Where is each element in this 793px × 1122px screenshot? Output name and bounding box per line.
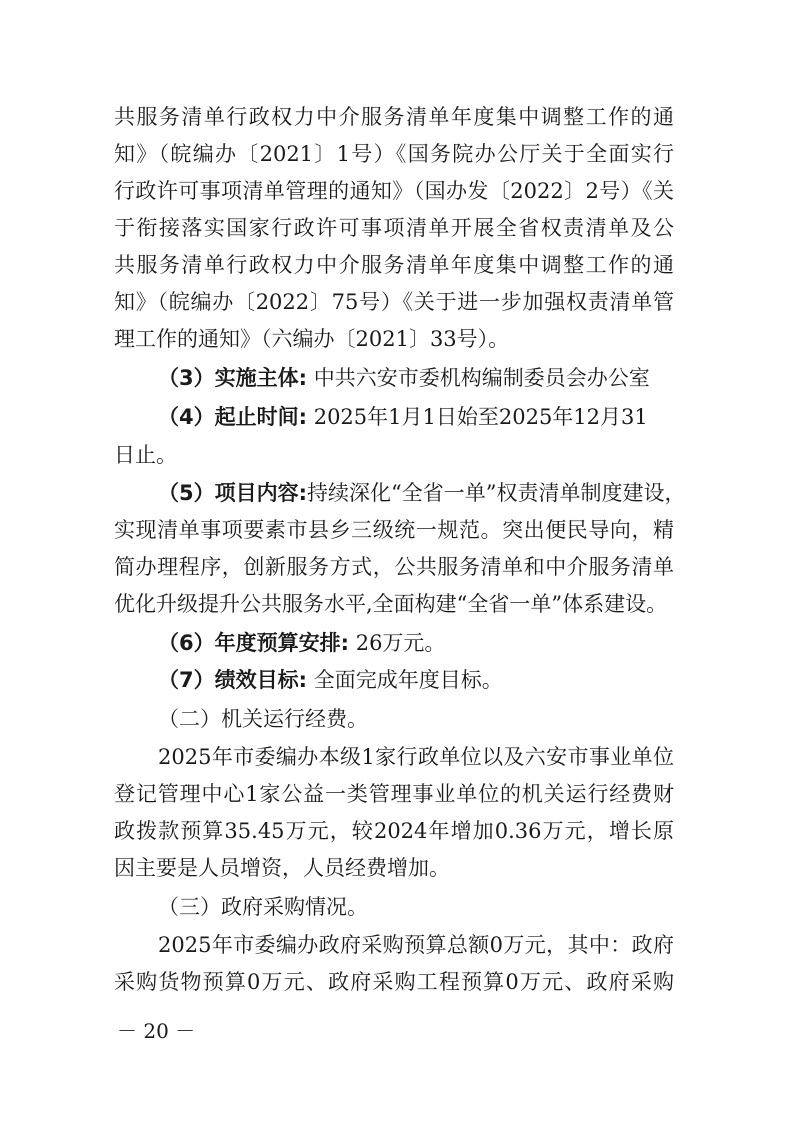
content-value: 持续深化“全省一单”权责清单制度建设， — [307, 481, 686, 505]
goal-value: 全面完成年度目标。 — [313, 668, 503, 692]
section2-line-1: 2025年市委编办本级1家行政单位以及六安市事业单位 — [158, 745, 674, 769]
body-line-4: 于衔接落实国家行政许可事项清单开展全省权责清单及公 — [114, 216, 674, 240]
body-line-3: 行政许可事项清单管理的通知》（国办发〔2022〕2号）《关 — [114, 179, 674, 203]
section3-line-2: 采购货物预算0万元、政府采购工程预算0万元、政府采购 — [114, 970, 674, 994]
section2-line-3: 政拨款预算35.45万元，较2024年增加0.36万元，增长原 — [114, 819, 674, 843]
period-value: 2025年1月1日始至2025年12月31 — [313, 405, 648, 429]
content-item — [158, 477, 686, 509]
section2-heading: （二）机关运行经费。 — [158, 707, 368, 731]
body-line-1: 共服务清单行政权力中介服务清单年度集中调整工作的通 — [114, 105, 674, 129]
content-line-4: 优化升级提升公共服务水平,全面构建“全省一单”体系建设。 — [114, 592, 668, 616]
budget-item — [158, 627, 674, 659]
budget-value: 26万元。 — [355, 631, 446, 655]
body-line-6: 知》（皖编办〔2022〕75号）《关于进一步加强权责清单管 — [114, 290, 674, 314]
body-line-2: 知》（皖编办〔2021〕1号）《国务院办公厅关于全面实行 — [114, 142, 674, 166]
implementer-value: 中共六安市委机构编制委员会办公室 — [313, 366, 650, 390]
content-line-3: 简办理程序，创新服务方式，公共服务清单和中介服务清单 — [114, 555, 674, 579]
period-value-cont: 日止。 — [114, 443, 177, 467]
body-line-7: 理工作的通知》（六编办〔2021〕33号）。 — [114, 327, 510, 351]
period-item — [158, 401, 674, 433]
period-label: （4）起止时间: — [158, 405, 308, 429]
section2-line-4: 因主要是人员增资，人员经费增加。 — [114, 856, 450, 880]
content-line-2: 实现清单事项要素市县乡三级统一规范。突出便民导向，精 — [114, 518, 674, 542]
budget-label: （6）年度预算安排: — [158, 631, 350, 655]
body-line-5: 共服务清单行政权力中介服务清单年度集中调整工作的通 — [114, 253, 674, 277]
goal-item — [158, 664, 674, 696]
implementer-item — [158, 362, 674, 394]
section2-line-2: 登记管理中心1家公益一类管理事业单位的机关运行经费财 — [114, 782, 674, 806]
implementer-label: （3）实施主体: — [158, 366, 308, 390]
section3-line-1: 2025年市委编办政府采购预算总额0万元，其中：政府 — [158, 933, 674, 957]
section3-heading: （三）政府采购情况。 — [158, 895, 368, 919]
page-number: － 20 － — [117, 1019, 196, 1043]
goal-label: （7）绩效目标: — [158, 668, 308, 692]
content-label: （5）项目内容: — [158, 481, 308, 505]
